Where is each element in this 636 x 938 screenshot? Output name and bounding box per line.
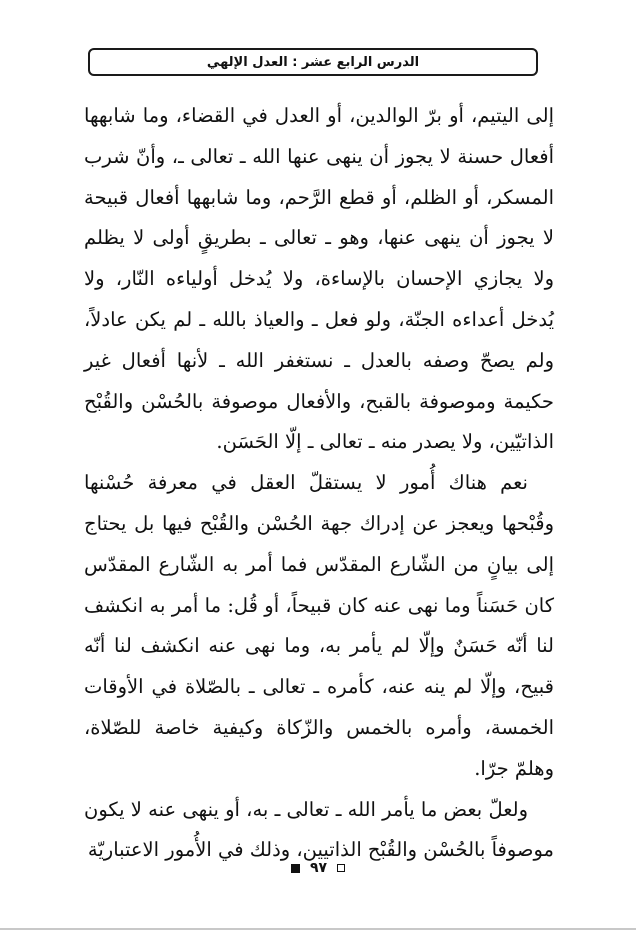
page-body [84, 96, 554, 871]
empty-square-icon [337, 864, 345, 872]
paragraph-3: ولعلّ بعض ما يأمر الله ـ تعالى ـ به، أو ينهى عنه لا يكون موصوفاً بالحُسْن والقُبْح الذاتيين، وذلك في الأُمور الاعتباريّة [84, 797, 554, 862]
filled-square-icon [291, 864, 300, 873]
chapter-title: الدرس الرابع عشر : العدل الإلهي [206, 54, 420, 70]
paragraph-1: إلى اليتيم، أو برّ الوالدين، أو العدل في القضاء، وما شابهها أفعال حسنة لا يجوز أن ينهى عنها الله ـ تعالى ـ، وأنّ شرب المسكر، أو الظلم، أو قطع الرَّحم، وما شابهها أفعال قبيحة لا يجوز أن ينهى عنها، وهو ـ تعالى ـ بطريقٍ أولى لا يظلم ولا يجازي الإحسان بالإساءة، ولا يُدخل أولياءه النّار، ولا يُدخل أعداءه الجنّة، ولو فعل ـ والعياذ بالله ـ لم يكن عادلاً، ولم يصحّ وصفه بالعدل ـ نستغفر الله ـ لأنها أفعال غير حكيمة وموصوفة بالقبح، والأفعال موصوفة بالحُسْن والقُبْح الذاتيّين، ولا يصدر منه ـ تعالى ـ إلّا الحَسَن. [84, 104, 554, 454]
page-number: ٩٧ [309, 860, 328, 876]
running-header [88, 48, 538, 76]
page-edge-divider [0, 928, 636, 930]
page-footer [0, 856, 636, 880]
paragraph-2: نعم هناك أُمور لا يستقلّ العقل في معرفة حُسْنها وقُبْحها ويعجز عن إدراك جهة الحُسْن والقُبْح فيها بل يحتاج إلى بيانٍ من الشّارع المقدّس فما أمر به الشّارع المقدّس كان حَسَناً وما نهى عنه كان قبيحاً، أو قُل: ما أمر به انكشف لنا أنّه حَسَنٌ وإلّا لم يأمر به، وما نهى عنه انكشف لنا أنّه قبيح، وإلّا لم ينه عنه، كأمره ـ تعالى ـ بالصّلاة في الأوقات الخمسة، وأمره بالخمس والزّكاة وكيفية خاصة للصّلاة، وهلمّ جرّا. [84, 471, 554, 780]
